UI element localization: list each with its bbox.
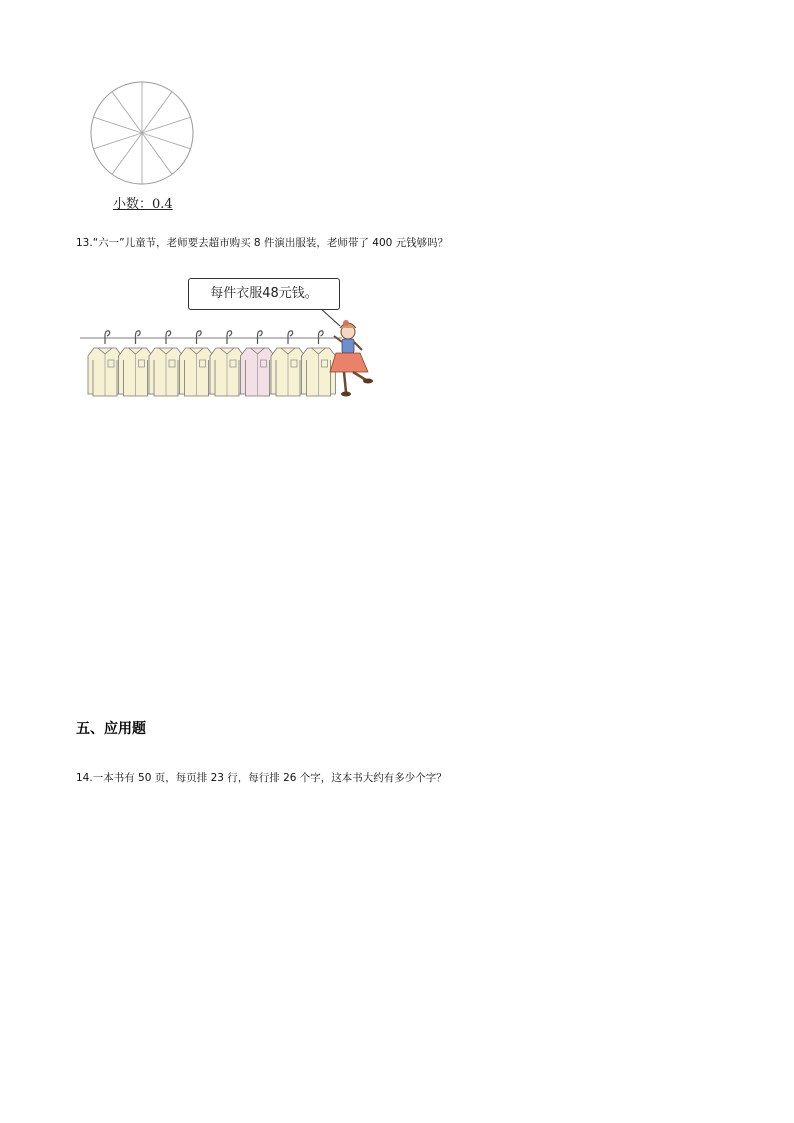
girl-figure	[330, 320, 373, 397]
fraction-circle	[88, 80, 198, 190]
shirt	[119, 331, 153, 396]
shirt	[271, 331, 305, 396]
question-14: 14.一本书有 50 页，每页排 23 行，每行排 26 个字，这本书大约有多少个字？	[76, 772, 447, 784]
bubble-pointer	[320, 308, 340, 326]
decimal-answer-label: 小数：0.4	[113, 197, 173, 212]
shirt	[302, 331, 336, 396]
question-13: 13.“六一”儿童节，老师要去超市购买 8 件演出服装，老师带了 400 元钱够吗？	[76, 237, 449, 249]
section-title: 五、应用题	[76, 721, 146, 737]
shirt	[149, 331, 183, 396]
shirt	[88, 331, 122, 396]
shirt	[241, 331, 275, 396]
shirt	[180, 331, 214, 396]
speech-bubble: 每件衣服48元钱。	[188, 278, 340, 310]
shirt-rack	[88, 331, 336, 396]
shirt	[210, 331, 244, 396]
